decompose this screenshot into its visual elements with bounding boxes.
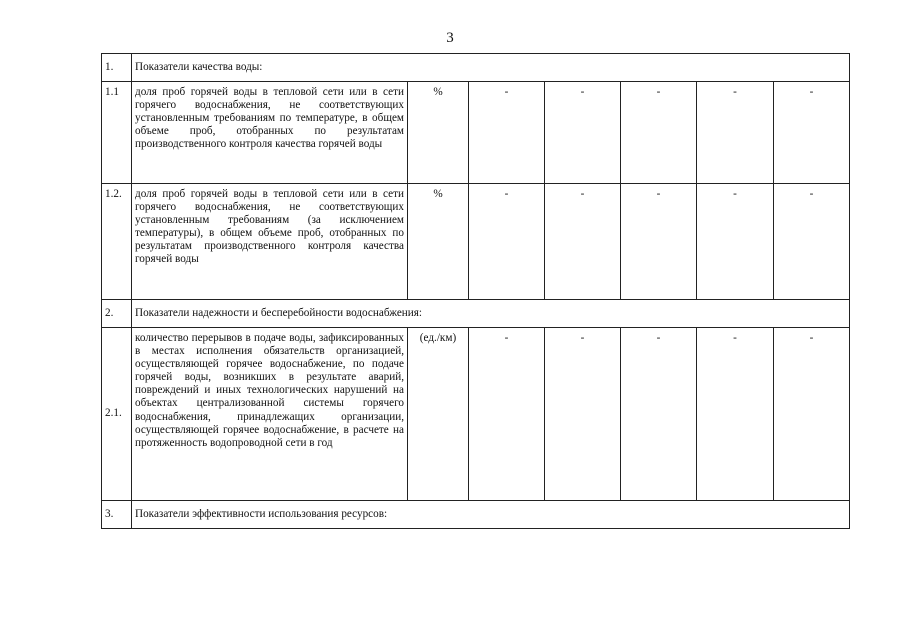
value-cell: - <box>545 82 621 184</box>
section-row <box>102 501 850 529</box>
section-title: Показатели качества воды: <box>132 54 850 82</box>
indicator-description: доля проб горячей воды в тепловой сети или в сети горячего водоснабжения, не соответствующих установленным требованиям (за исключением температуры), в общем объеме проб, отобранных по результатам производственного контроля качества горячей воды <box>132 184 408 300</box>
value-cell: - <box>545 328 621 501</box>
value-cell: - <box>545 184 621 300</box>
table-row <box>102 328 850 501</box>
table-row <box>102 82 850 184</box>
indicator-description: доля проб горячей воды в тепловой сети или в сети горячего водоснабжения, не соответствующих установленным требованиям по температуре, в общем объеме проб, отобранных по результатам производственного контроля качества горячей воды <box>132 82 408 184</box>
row-number: 2.1. <box>102 328 132 501</box>
page-number: 3 <box>446 30 454 46</box>
unit-cell: (ед./км) <box>408 328 469 501</box>
indicators-table <box>101 53 850 529</box>
row-number: 3. <box>102 501 132 529</box>
section-row <box>102 300 850 328</box>
value-cell: - <box>697 328 774 501</box>
value-cell: - <box>697 82 774 184</box>
row-number: 1. <box>102 54 132 82</box>
value-cell: - <box>621 184 697 300</box>
value-cell: - <box>774 328 850 501</box>
unit-cell: % <box>408 82 469 184</box>
value-cell: - <box>621 82 697 184</box>
row-number: 2. <box>102 300 132 328</box>
section-title: Показатели эффективности использования ресурсов: <box>132 501 850 529</box>
value-cell: - <box>469 82 545 184</box>
table-row <box>102 184 850 300</box>
value-cell: - <box>621 328 697 501</box>
value-cell: - <box>774 184 850 300</box>
value-cell: - <box>469 328 545 501</box>
value-cell: - <box>469 184 545 300</box>
row-number: 1.2. <box>102 184 132 300</box>
section-row <box>102 54 850 82</box>
section-title: Показатели надежности и бесперебойности водоснабжения: <box>132 300 850 328</box>
value-cell: - <box>697 184 774 300</box>
row-number: 1.1 <box>102 82 132 184</box>
indicator-description: количество перерывов в подаче воды, зафиксированных в местах исполнения обязательств организацией, осуществляющей горячее водоснабжение, по подаче горячей воды, возникших в результате аварий, повреждений и иных технологических нарушений на объектах централизованной системы горячего водоснабжения, принадлежащих организации, осуществляющей горячее водоснабжение, в расчете на протяженность водопроводной сети в год <box>132 328 408 501</box>
unit-cell: % <box>408 184 469 300</box>
value-cell: - <box>774 82 850 184</box>
